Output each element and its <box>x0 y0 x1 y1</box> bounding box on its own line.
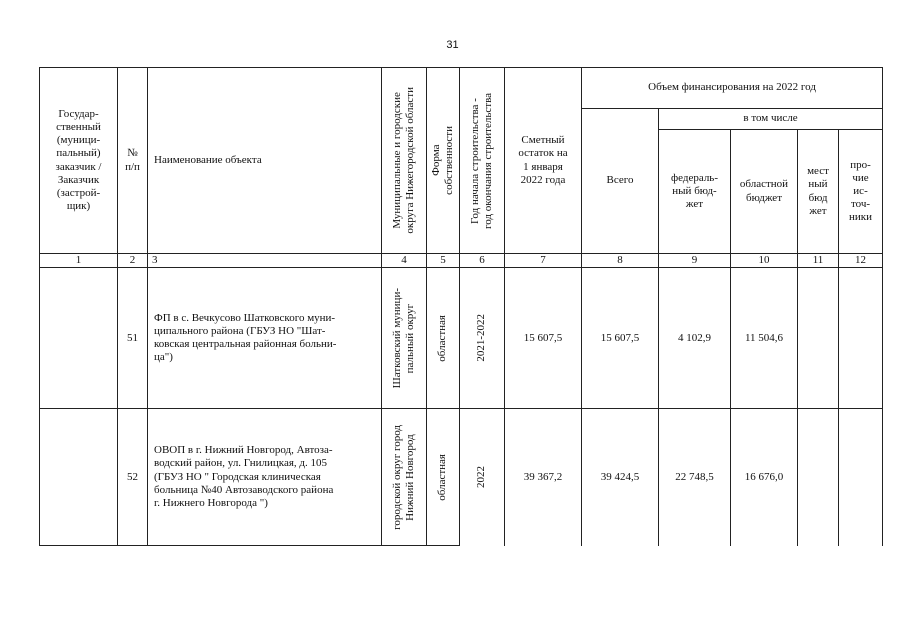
row-ownership: областная <box>427 268 460 409</box>
col-number-1: 1 <box>40 254 118 268</box>
header-ownership: Форма собственности <box>427 68 460 254</box>
header-no: № п/п <box>118 68 148 254</box>
row-ownership: областная <box>427 409 460 546</box>
row-number: 51 <box>118 268 148 409</box>
row-years: 2022 <box>460 409 505 546</box>
row-municipality: Шатковский муници- пальный округ <box>382 268 427 409</box>
col-number-5: 5 <box>427 254 460 268</box>
table-row <box>40 409 883 546</box>
col-number-4: 4 <box>382 254 427 268</box>
row-total: 15 607,5 <box>582 268 659 409</box>
row-years: 2021-2022 <box>460 268 505 409</box>
row-estimate-balance: 39 367,2 <box>505 409 582 546</box>
header-regional: областной бюджет <box>731 130 798 254</box>
table-row <box>40 268 883 409</box>
header-object-name: Наименование объекта <box>148 68 382 254</box>
col-number-11: 11 <box>798 254 839 268</box>
col-number-3: 3 <box>148 254 382 268</box>
col-number-12: 12 <box>839 254 883 268</box>
col-number-8: 8 <box>582 254 659 268</box>
row-federal: 4 102,9 <box>659 268 731 409</box>
col-number-7: 7 <box>505 254 582 268</box>
row-municipality: городской округ город Нижний Новгород <box>382 409 427 546</box>
row-local <box>798 268 839 409</box>
row-number: 52 <box>118 409 148 546</box>
row-other <box>839 268 883 409</box>
page-number: 31 <box>446 39 459 51</box>
header-other: про- чие ис- точ- ники <box>839 130 883 254</box>
header-local: мест ный бюд жет <box>798 130 839 254</box>
col-number-6: 6 <box>460 254 505 268</box>
col-number-9: 9 <box>659 254 731 268</box>
col-number-10: 10 <box>731 254 798 268</box>
row-object-name: ОВОП в г. Нижний Новгород, Автоза- водский район, ул. Гнилицкая, д. 105 (ГБУЗ НО " Городская клиническая больница №40 Автозаводского района г. Нижнего Новгорода ") <box>148 409 382 546</box>
header-including: в том числе <box>659 109 883 130</box>
header-financing-group: Объем финансирования на 2022 год <box>582 68 883 109</box>
row-local <box>798 409 839 546</box>
header-years: Год начала строительства - год окончания строительства <box>460 68 505 254</box>
header-municipality: Муниципальные и городские округа Нижегородской области <box>382 68 427 254</box>
row-customer <box>40 268 118 409</box>
row-federal: 22 748,5 <box>659 409 731 546</box>
row-other <box>839 409 883 546</box>
row-estimate-balance: 15 607,5 <box>505 268 582 409</box>
header-total: Всего <box>582 109 659 254</box>
row-object-name: ФП в с. Вечкусово Шатковского муни- ципального района (ГБУЗ НО "Шат- ковская центральная районная больни- ца") <box>148 268 382 409</box>
financing-table <box>39 67 883 546</box>
header-customer: Государ- ственный (муници- пальный) заказчик / Заказчик (застрой- щик) <box>40 68 118 254</box>
row-total: 39 424,5 <box>582 409 659 546</box>
row-customer <box>40 409 118 546</box>
header-federal: федераль- ный бюд- жет <box>659 130 731 254</box>
row-regional: 11 504,6 <box>731 268 798 409</box>
col-number-2: 2 <box>118 254 148 268</box>
header-estimate-balance: Сметный остаток на 1 января 2022 года <box>505 68 582 254</box>
row-regional: 16 676,0 <box>731 409 798 546</box>
